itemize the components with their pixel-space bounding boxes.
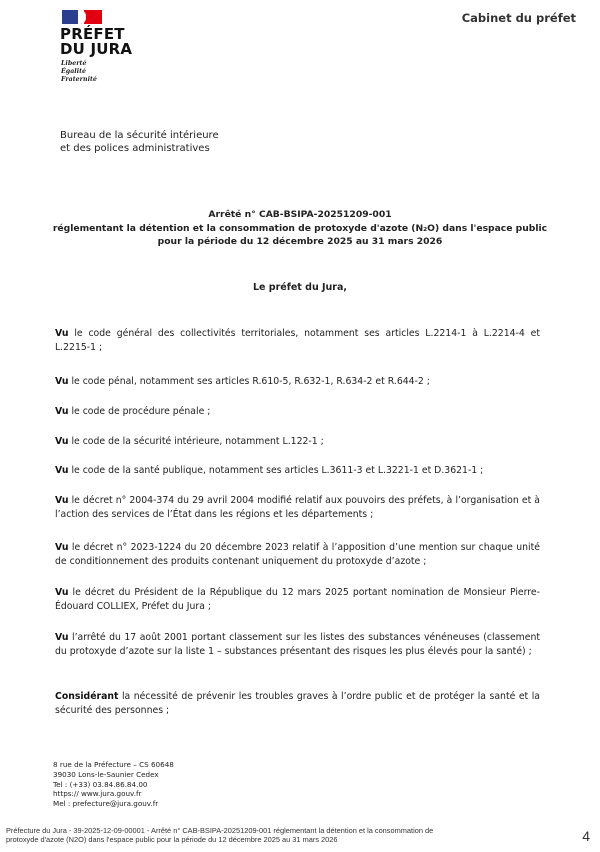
visa-text: l’arrêté du 17 août 2001 portant classement sur les listes des substances vénéneuses (classement du protoxyde d’azote sur la liste 1 – substances présentant des risques les plus élevés pour la santé) ; [55, 632, 540, 657]
flag-red-stripe [84, 10, 102, 24]
considerant-text: la nécessité de prévenir les troubles graves à l’ordre public et de protéger la santé et la sécurité des personnes ; [55, 691, 540, 716]
visa-lead: Vu [55, 436, 69, 447]
visa-text: le code de la sécurité intérieure, notamment L.122-1 ; [68, 436, 324, 447]
visa-text: le code de procédure pénale ; [68, 406, 211, 417]
prefecture-logo-title [60, 27, 132, 57]
visa-lead: Vu [55, 376, 69, 387]
visa-text: le décret n° 2023-1224 du 20 décembre 2023 relatif à l’apposition d’une mention sur chaque unité de conditionnement des produits contenant uniquement du protoxyde d’azote ; [55, 542, 540, 567]
visa-text: le code pénal, notamment ses articles R.610-5, R.632-1, R.634-2 et R.644-2 ; [68, 376, 430, 387]
address-city: 39030 Lons-le-Saunier Cedex [53, 769, 159, 779]
address-street: 8 rue de la Préfecture – CS 60648 [53, 760, 174, 769]
page-footer [6, 826, 526, 845]
visa-text: le décret n° 2004-374 du 29 avril 2004 modifié relatif aux pouvoirs des préfets, à l’organisation et à l’action des services de l’État dans les régions et les départements ; [55, 495, 540, 520]
motto-fraternite: Fraternité [61, 76, 97, 83]
visa-paragraph [55, 464, 540, 478]
address-phone: Tel : (+33) 03.84.86.84.00 [53, 779, 148, 789]
footer-line-1: Préfecture du Jura - 39-2025-12-09-00001 - Arrêté n° CAB-BSIPA-20251209-001 réglementant la détention et la consommation de [6, 826, 434, 835]
visa-paragraph [55, 435, 540, 449]
decree-subject: réglementant la détention et la consommation de protoxyde d'azote (N₂O) dans l'espace public [52, 222, 548, 234]
authority-line: Le préfet du Jura, [252, 282, 348, 293]
visa-paragraph [55, 327, 540, 354]
visa-lead: Vu [55, 328, 69, 339]
visa-text: le code de la santé publique, notamment ses articles L.3611-3 et L.3221-1 et D.3621-1 ; [68, 465, 484, 476]
page-number: 4 [582, 828, 590, 844]
decree-title [0, 208, 600, 249]
visa-paragraph [55, 586, 540, 613]
visa-paragraph [55, 375, 540, 389]
visa-text: le décret du Président de la République du 12 mars 2025 portant nomination de Monsieur Pierre-Édouard COLLIEX, Préfet du Jura ; [55, 587, 540, 612]
marianne-flag-icon [62, 10, 102, 24]
bureau-line-2: et des polices administratives [60, 143, 210, 154]
republic-motto [61, 60, 97, 84]
visa-paragraph [55, 405, 540, 419]
bureau-line-1: Bureau de la sécurité intérieure [60, 130, 219, 141]
visa-lead: Vu [55, 406, 69, 417]
visa-lead: Vu [55, 587, 69, 598]
motto-egalite: Égalité [61, 68, 86, 75]
motto-liberte: Liberté [61, 60, 87, 67]
footer-line-2: protoxyde d'azote (N2O) dans l'espace public pour la période du 12 décembre 2025 au 31 mars 2026 [6, 835, 338, 845]
department-heading: Cabinet du préfet [461, 11, 576, 25]
prefecture-address [53, 760, 174, 809]
logo-line-2: DU JURA [60, 40, 133, 58]
visa-paragraph [55, 631, 540, 658]
considerant-paragraph [55, 690, 540, 717]
bureau-label [60, 129, 219, 155]
address-website[interactable]: https:// www.jura.gouv.fr [53, 789, 142, 799]
visa-paragraph [55, 541, 540, 568]
visa-text: le code général des collectivités territoriales, notamment ses articles L.2214-1 à L.2214-4 et L.2215-1 ; [55, 328, 540, 353]
address-email[interactable]: Mel : prefecture@jura.gouv.fr [53, 799, 159, 809]
visa-lead: Vu [55, 632, 69, 643]
decree-number: Arrêté n° CAB-BSIPA-20251209-001 [208, 209, 392, 220]
logo-line-1: PRÉFET [60, 25, 125, 43]
visa-lead: Vu [55, 465, 69, 476]
visa-paragraph [55, 494, 540, 521]
visa-lead: Vu [55, 542, 69, 553]
considerant-lead: Considérant [55, 691, 119, 702]
visa-lead: Vu [55, 495, 69, 506]
decree-period: pour la période du 12 décembre 2025 au 31 mars 2026 [157, 236, 443, 247]
